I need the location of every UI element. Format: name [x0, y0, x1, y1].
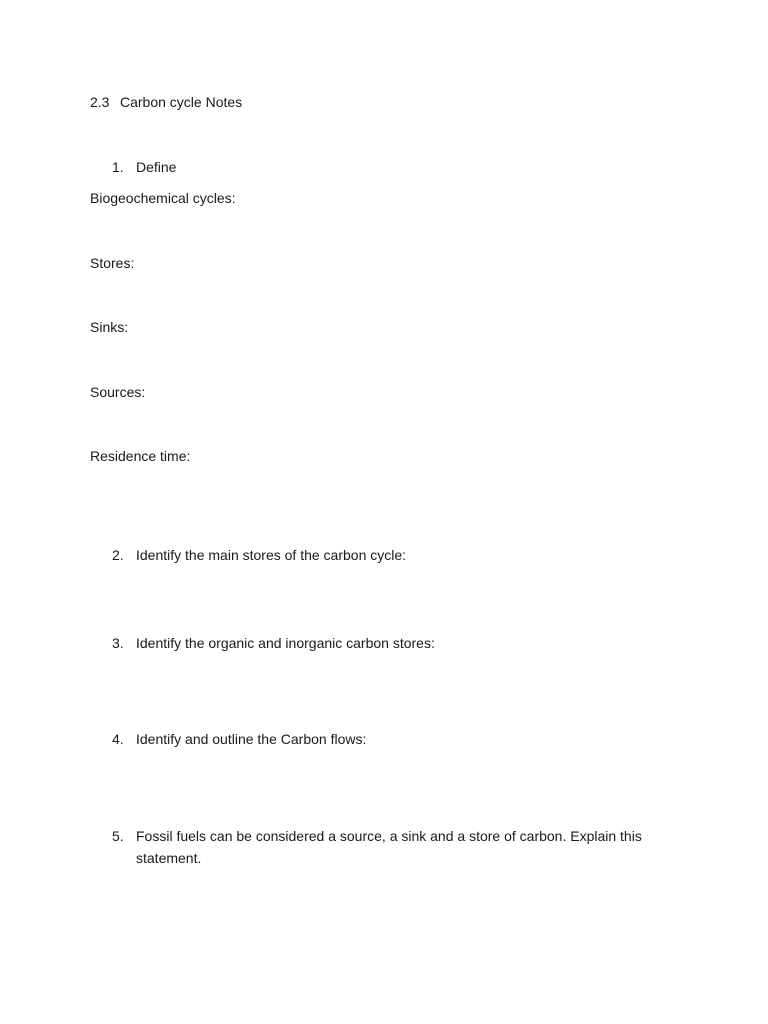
term-biogeochemical-cycles: Biogeochemical cycles:: [90, 190, 236, 206]
section-title: Carbon cycle Notes: [120, 94, 243, 110]
question-number: 4.: [112, 731, 124, 747]
term-sources: Sources:: [90, 384, 146, 400]
term-residence-time: Residence time:: [90, 448, 191, 464]
question-1: [112, 156, 672, 178]
question-number: 2.: [112, 547, 124, 563]
question-number: 5.: [112, 828, 124, 844]
section-number: 2.3: [90, 94, 110, 110]
question-text: Identify the organic and inorganic carbon stores:: [136, 635, 435, 651]
question-number: 3.: [112, 635, 124, 651]
question-4: [112, 728, 672, 750]
term-stores: Stores:: [90, 255, 135, 271]
question-text: Identify the main stores of the carbon cycle:: [136, 547, 407, 563]
question-text: Define: [136, 159, 177, 175]
term-sinks: Sinks:: [90, 319, 129, 335]
question-3: [112, 632, 672, 654]
question-5: [112, 825, 672, 869]
question-text: Identify and outline the Carbon flows:: [136, 731, 367, 747]
question-2: [112, 544, 672, 566]
question-text: Fossil fuels can be considered a source, a sink and a store of carbon. Explain this statement.: [136, 828, 642, 866]
document-heading: [90, 92, 242, 112]
question-number: 1.: [112, 159, 124, 175]
